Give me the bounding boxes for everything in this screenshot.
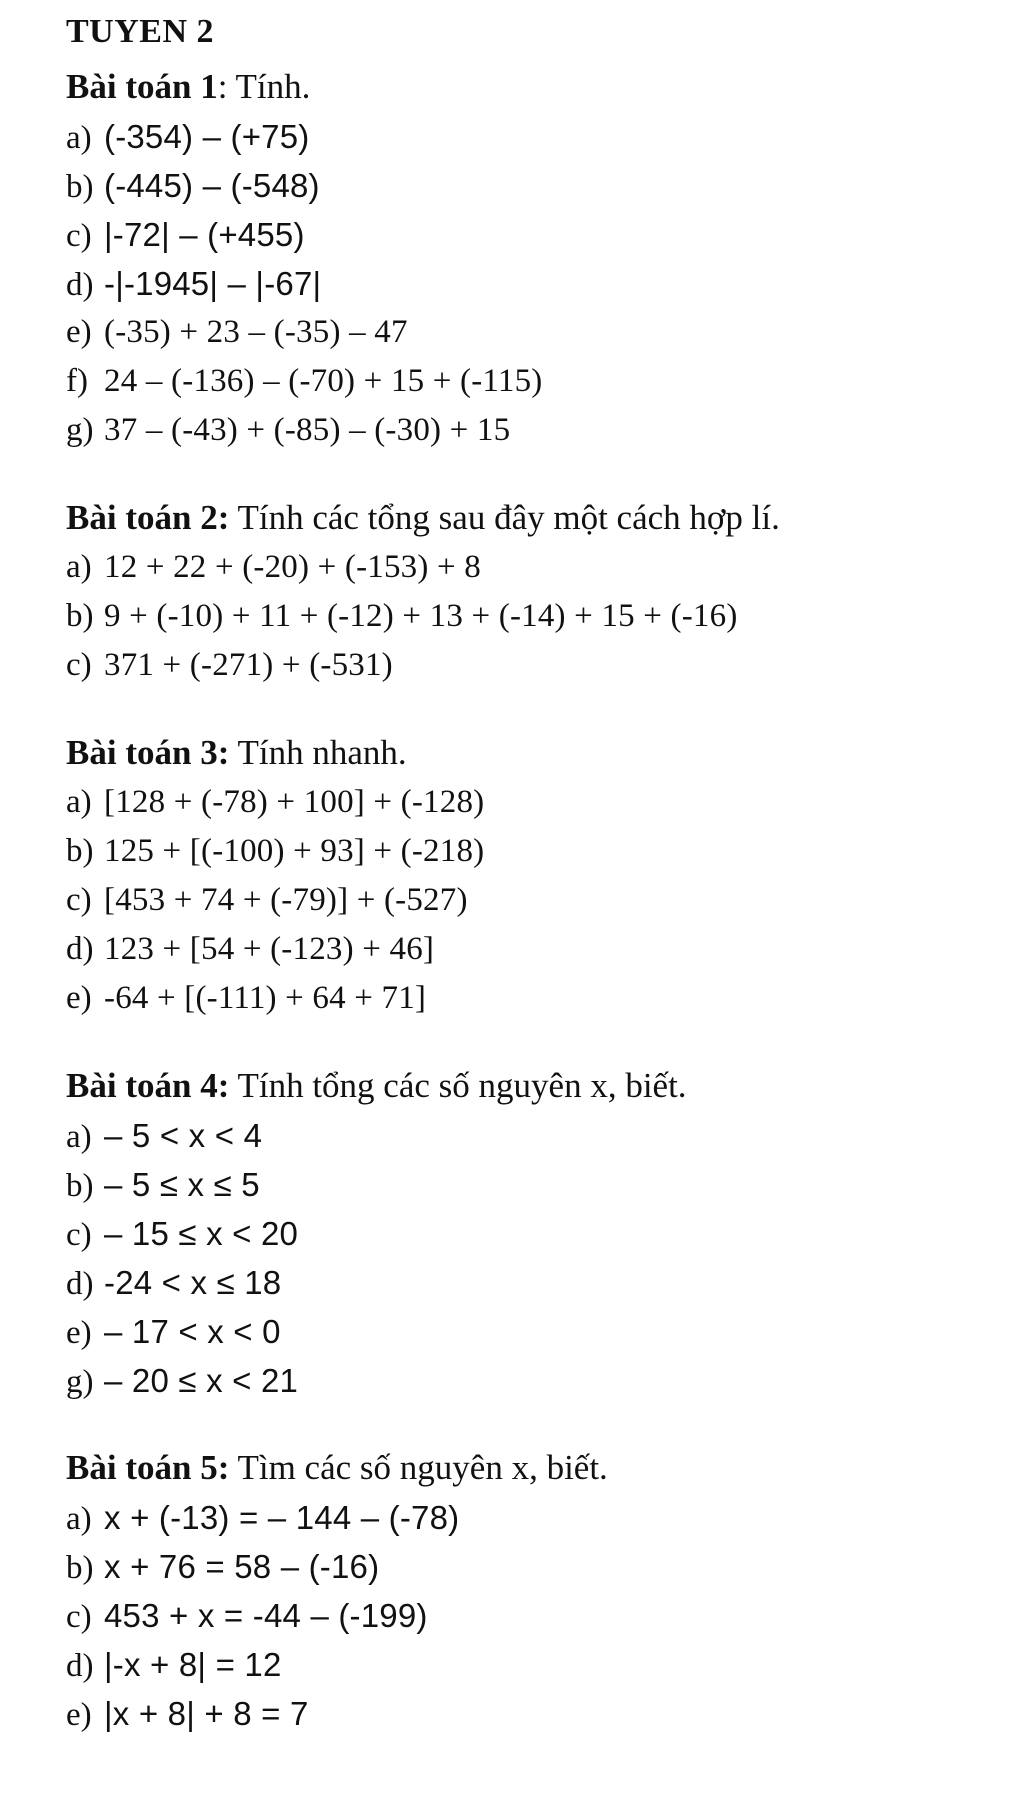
exercise-item bbox=[66, 1356, 1006, 1405]
exercise-instruction: : Tính. bbox=[217, 67, 311, 106]
item-expression: 12 + 22 + (-20) + (-153) + 8 bbox=[104, 549, 481, 585]
exercise-item bbox=[66, 876, 1006, 925]
item-expression: |x + 8| + 8 = 7 bbox=[104, 1695, 309, 1732]
item-expression: 24 – (-136) – (-70) + 15 + (-115) bbox=[104, 363, 543, 399]
exercise-item bbox=[66, 1689, 1006, 1738]
exercise-label: Bài toán 5: bbox=[66, 1448, 230, 1487]
item-expression: 9 + (-10) + 11 + (-12) + 13 + (-14) + 15 + (-16) bbox=[104, 598, 738, 634]
exercise-1-heading bbox=[66, 62, 1006, 112]
exercise-item bbox=[66, 357, 1006, 406]
exercise-label: Bài toán 3: bbox=[66, 733, 230, 772]
exercise-4 bbox=[66, 1061, 1006, 1405]
item-expression: 453 + x = -44 – (-199) bbox=[104, 1597, 428, 1634]
exercise-item bbox=[66, 1111, 1006, 1160]
item-expression: 37 – (-43) + (-85) – (-30) + 15 bbox=[104, 412, 511, 448]
item-letter: b) bbox=[66, 1550, 94, 1586]
item-expression: x + (-13) = – 144 – (-78) bbox=[104, 1499, 460, 1536]
exercise-instruction: Tìm các số nguyên x, biết. bbox=[229, 1448, 608, 1487]
exercise-3 bbox=[66, 728, 1006, 1023]
exercise-item bbox=[66, 161, 1006, 210]
item-letter: g) bbox=[66, 1364, 94, 1400]
item-expression: (-445) – (-548) bbox=[104, 167, 320, 204]
item-expression: – 15 ≤ x < 20 bbox=[104, 1215, 299, 1252]
item-expression: x + 76 = 58 – (-16) bbox=[104, 1548, 380, 1585]
item-letter: b) bbox=[66, 1168, 94, 1204]
item-expression: |-72| – (+455) bbox=[104, 216, 305, 253]
exercise-item bbox=[66, 1542, 1006, 1591]
item-expression: 371 + (-271) + (-531) bbox=[104, 647, 393, 683]
exercise-2 bbox=[66, 493, 1006, 690]
item-expression: – 5 < x < 4 bbox=[104, 1117, 263, 1154]
document-title: TUYEN 2 bbox=[66, 13, 215, 50]
item-expression: -64 + [(-111) + 64 + 71] bbox=[104, 980, 427, 1016]
item-expression: |-x + 8| = 12 bbox=[104, 1646, 282, 1683]
item-letter: a) bbox=[66, 549, 92, 585]
item-letter: c) bbox=[66, 647, 92, 683]
item-expression: (-35) + 23 – (-35) – 47 bbox=[104, 314, 408, 350]
exercise-instruction: Tính nhanh. bbox=[229, 733, 407, 772]
exercise-item bbox=[66, 1258, 1006, 1307]
item-letter: c) bbox=[66, 218, 92, 254]
exercise-item bbox=[66, 641, 1006, 690]
item-expression: -24 < x ≤ 18 bbox=[104, 1264, 282, 1301]
exercise-instruction: Tính các tổng sau đây một cách hợp lí. bbox=[229, 498, 780, 537]
item-letter: a) bbox=[66, 1119, 92, 1155]
item-letter: e) bbox=[66, 980, 92, 1016]
item-letter: a) bbox=[66, 120, 92, 156]
item-letter: a) bbox=[66, 784, 92, 820]
exercise-item bbox=[66, 827, 1006, 876]
exercise-5-heading bbox=[66, 1443, 1006, 1493]
item-letter: c) bbox=[66, 1599, 92, 1635]
exercise-item bbox=[66, 1493, 1006, 1542]
item-letter: c) bbox=[66, 1217, 92, 1253]
exercise-label: Bài toán 1 bbox=[66, 67, 218, 106]
item-expression: [453 + 74 + (-79)] + (-527) bbox=[104, 882, 468, 918]
exercise-4-heading bbox=[66, 1061, 1006, 1111]
item-expression: 123 + [54 + (-123) + 46] bbox=[104, 931, 435, 967]
item-letter: g) bbox=[66, 412, 94, 448]
exercise-label: Bài toán 2: bbox=[66, 498, 230, 537]
exercise-item bbox=[66, 543, 1006, 592]
item-letter: b) bbox=[66, 833, 94, 869]
exercise-item bbox=[66, 308, 1006, 357]
exercise-item bbox=[66, 1640, 1006, 1689]
exercise-item bbox=[66, 778, 1006, 827]
document-page bbox=[66, 10, 1006, 1738]
item-letter: e) bbox=[66, 1315, 92, 1351]
item-letter: d) bbox=[66, 1648, 94, 1684]
item-letter: d) bbox=[66, 931, 94, 967]
item-expression: 125 + [(-100) + 93] + (-218) bbox=[104, 833, 485, 869]
exercise-item bbox=[66, 925, 1006, 974]
exercise-3-heading bbox=[66, 728, 1006, 778]
item-expression: [128 + (-78) + 100] + (-128) bbox=[104, 784, 485, 820]
item-letter: e) bbox=[66, 314, 92, 350]
item-letter: d) bbox=[66, 1266, 94, 1302]
exercise-item bbox=[66, 406, 1006, 455]
exercise-item bbox=[66, 1160, 1006, 1209]
item-letter: e) bbox=[66, 1697, 92, 1733]
item-expression: (-354) – (+75) bbox=[104, 118, 310, 155]
exercise-item bbox=[66, 974, 1006, 1023]
exercise-2-heading bbox=[66, 493, 1006, 543]
item-letter: a) bbox=[66, 1501, 92, 1537]
item-expression: – 17 < x < 0 bbox=[104, 1313, 281, 1350]
item-expression: – 20 ≤ x < 21 bbox=[104, 1362, 299, 1399]
exercise-item bbox=[66, 1591, 1006, 1640]
item-letter: f) bbox=[66, 363, 88, 399]
item-letter: b) bbox=[66, 598, 94, 634]
item-expression: – 5 ≤ x ≤ 5 bbox=[104, 1166, 260, 1203]
exercise-item bbox=[66, 210, 1006, 259]
exercise-item bbox=[66, 112, 1006, 161]
item-letter: b) bbox=[66, 169, 94, 205]
item-expression: -|-1945| – |-67| bbox=[104, 265, 322, 302]
exercise-label: Bài toán 4: bbox=[66, 1066, 230, 1105]
exercise-item bbox=[66, 592, 1006, 641]
item-letter: c) bbox=[66, 882, 92, 918]
item-letter: d) bbox=[66, 267, 94, 303]
exercise-item bbox=[66, 1209, 1006, 1258]
exercise-instruction: Tính tổng các số nguyên x, biết. bbox=[229, 1066, 687, 1105]
exercise-5 bbox=[66, 1443, 1006, 1738]
exercise-1 bbox=[66, 62, 1006, 455]
exercise-item bbox=[66, 1307, 1006, 1356]
exercise-item bbox=[66, 259, 1006, 308]
